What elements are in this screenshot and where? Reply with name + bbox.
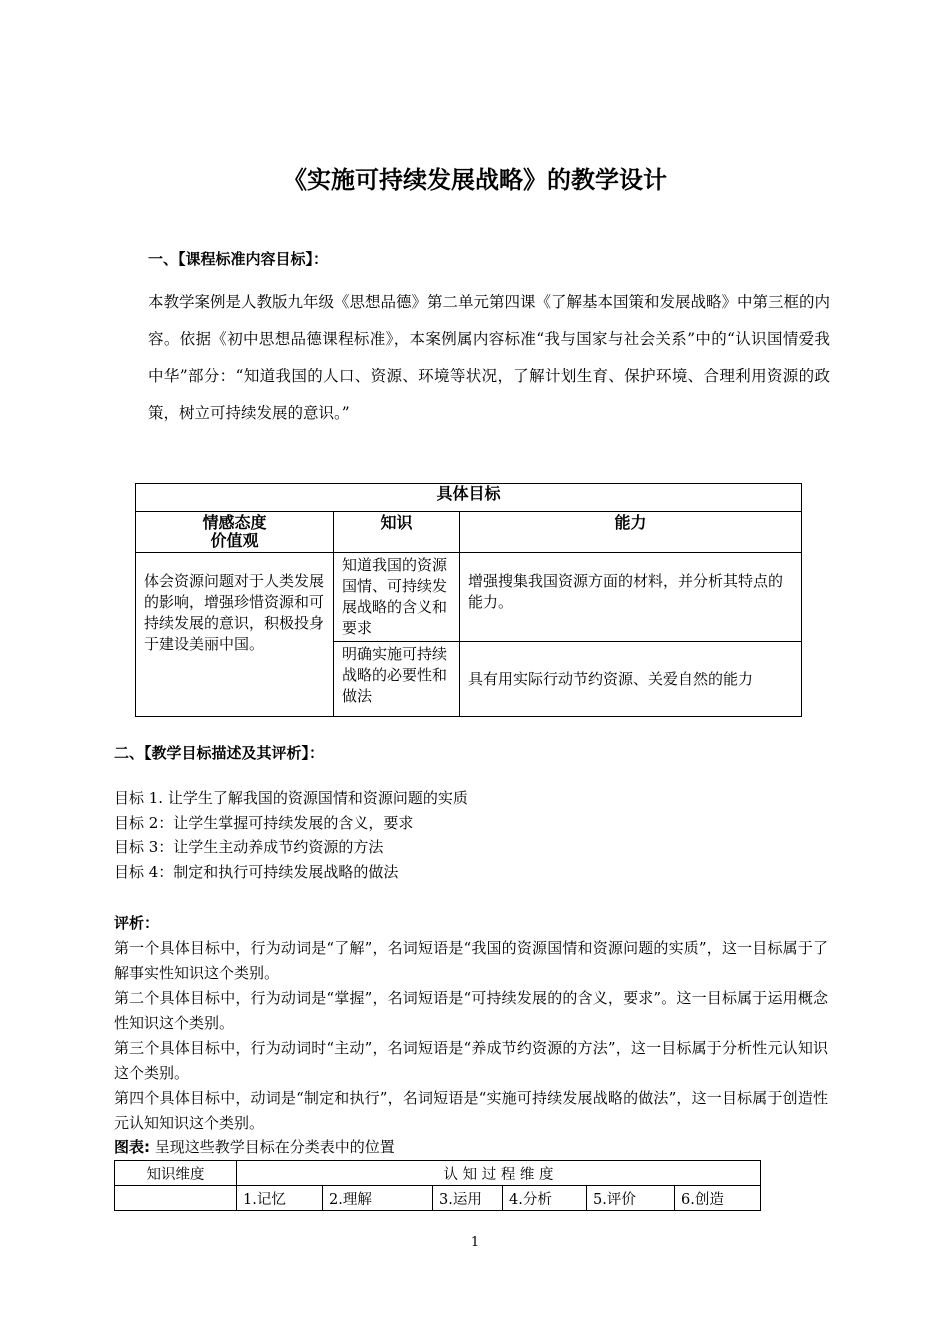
objective-2: 目标 2：让学生掌握可持续发展的含义，要求 — [114, 813, 414, 832]
figure-label: 图表: — [114, 1138, 150, 1156]
objective-list — [114, 786, 468, 884]
figure-caption — [114, 1136, 395, 1157]
goals-caption-row — [136, 484, 802, 512]
goals-caption: 具体目标 — [136, 484, 802, 512]
objective-4: 目标 4：制定和执行可持续发展战略的做法 — [114, 862, 399, 881]
attitude-cell: 体会资源问题对于人类发展的影响，增强珍惜资源和可持续发展的意识，积极投身于建设美丽中国。 — [136, 553, 334, 717]
taxonomy-table — [114, 1160, 761, 1211]
header-ability: 能力 — [460, 512, 802, 553]
taxonomy-header-row — [115, 1161, 761, 1186]
header-attitude-line1: 情感态度 — [202, 513, 267, 532]
section2-heading: 二、【教学目标描述及其评析】： — [114, 744, 325, 762]
row1-ability: 增强搜集我国资源方面的材料，并分析其特点的能力。 — [460, 553, 802, 642]
row2-ability: 具有用实际行动节约资源、关爱自然的能力 — [460, 642, 802, 717]
page-title: 《实施可持续发展战略》的教学设计 — [283, 166, 667, 194]
analysis-paragraph-3: 第三个具体目标中，行为动词时“主动”，名词短语是“养成节约资源的方法”，这一目标属于分析性元认知识这个类别。 — [114, 1039, 828, 1082]
level-understand: 2.理解 — [323, 1186, 433, 1211]
taxonomy-empty-cell — [115, 1186, 237, 1211]
level-apply: 3.运用 — [433, 1186, 503, 1211]
knowledge-dimension-header: 知识维度 — [115, 1161, 237, 1186]
figure-caption-text: 呈现这些教学目标在分类表中的位置 — [154, 1138, 395, 1156]
header-attitude-line2: 价值观 — [210, 531, 259, 550]
analysis-paragraph-4: 第四个具体目标中，动词是“制定和执行”，名词短语是“实施可持续发展战略的做法”，这一目标属于创造性元认知知识这个类别。 — [114, 1089, 828, 1132]
header-knowledge: 知识 — [334, 512, 460, 553]
section1-heading: 一、【课程标准内容目标】： — [148, 250, 329, 268]
analysis-paragraph-2: 第二个具体目标中，行为动词是“掌握”，名词短语是“可持续发展的的含义，要求”。这一目标属于运用概念性知识这个类别。 — [114, 989, 828, 1032]
level-evaluate: 5.评价 — [587, 1186, 675, 1211]
header-attitude — [136, 512, 334, 553]
level-analyze: 4.分析 — [503, 1186, 587, 1211]
objective-1: 目标 1. 让学生了解我国的资源国情和资源问题的实质 — [114, 789, 468, 807]
taxonomy-levels-row — [115, 1186, 761, 1211]
level-remember: 1.记忆 — [237, 1186, 323, 1211]
goals-header-row — [136, 512, 802, 553]
intro-text: 本教学案例是人教版九年级《思想品德》第二单元第四课《了解基本国策和发展战略》中第三框的内容。依据《初中思想品德课程标准》，本案例属内容标准“我与国家与社会关系”中的“认识国情爱我中华”部分：“知道我国的人口、资源、环境等状况，了解计划生育、保护环境、合理利用资源的政策，树立可持续发展的意识。” — [148, 293, 831, 422]
page-number: 1 — [470, 1235, 480, 1250]
row2-knowledge: 明确实施可持续战略的必要性和做法 — [334, 642, 460, 717]
goals-table — [135, 483, 802, 717]
goals-row-1 — [136, 553, 802, 642]
analysis-heading: 评析： — [114, 914, 160, 932]
objective-3: 目标 3：让学生主动养成节约资源的方法 — [114, 838, 384, 856]
analysis-paragraph-1: 第一个具体目标中，行为动词是“了解”，名词短语是“我国的资源国情和资源问题的实质”，这一目标属于了解事实性知识这个类别。 — [114, 939, 828, 982]
section1-paragraph — [148, 284, 830, 432]
cognitive-dimension-header: 认 知 过 程 维 度 — [237, 1161, 761, 1186]
analysis-body — [114, 936, 828, 1136]
level-create: 6.创造 — [675, 1186, 761, 1211]
row1-knowledge: 知道我国的资源国情、可持续发展战略的含义和要求 — [334, 553, 460, 642]
